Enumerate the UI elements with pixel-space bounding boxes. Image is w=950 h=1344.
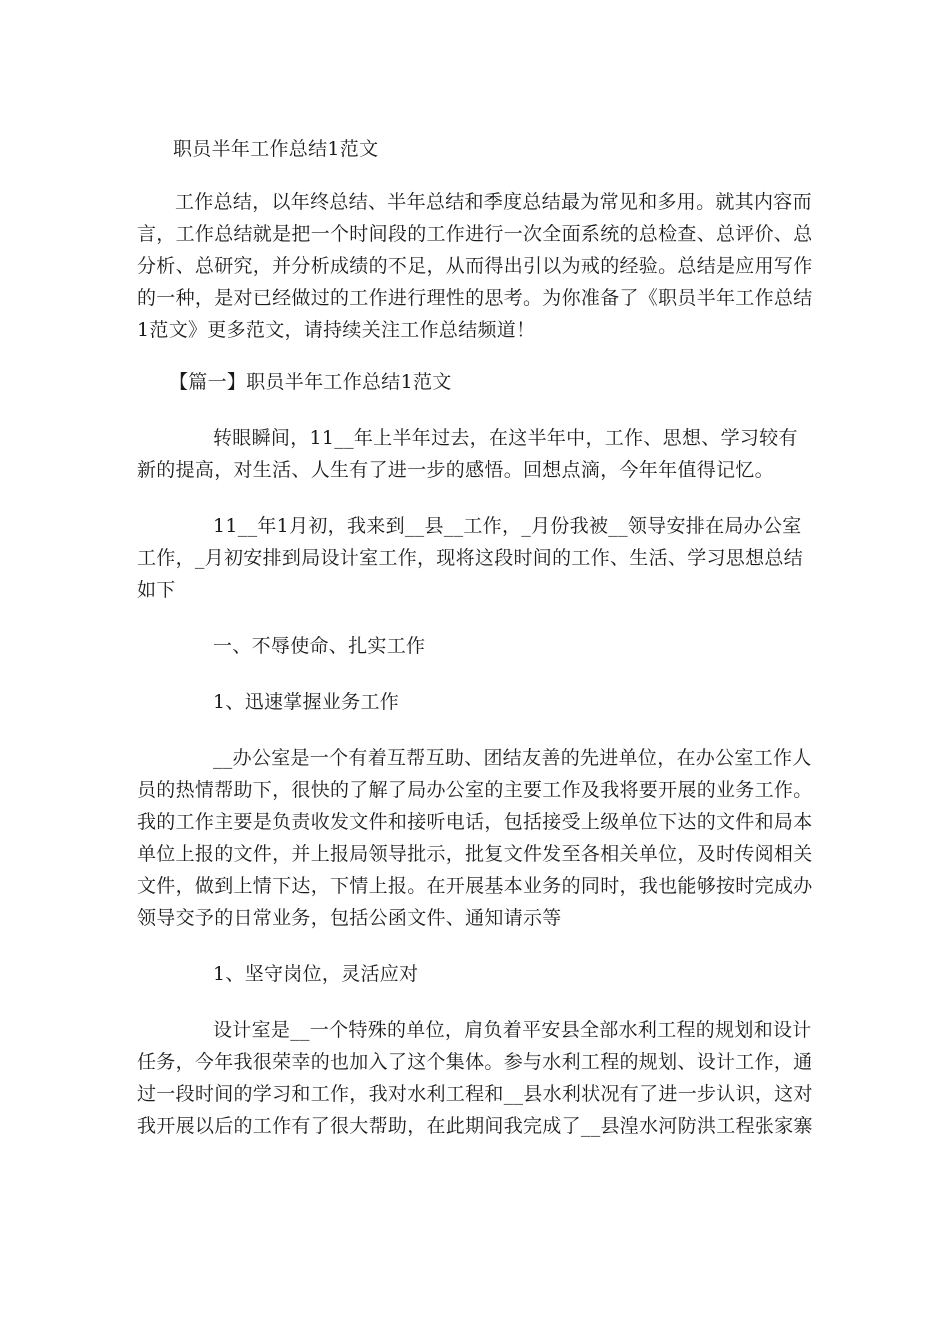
paragraph-opening: 转眼瞬间，11__年上半年过去，在这半年中，工作、思想、学习较有新的提高，对生活、人生有了进一步的感悟。回想点滴，今年年值得记忆。 — [137, 427, 798, 481]
subheading-business: 1、迅速掌握业务工作 — [213, 691, 400, 713]
subheading-post: 1、坚守岗位，灵活应对 — [213, 963, 419, 985]
paragraph-office-work: __办公室是一个有着互帮互助、团结友善的先进单位，在办公室工作人员的热情帮助下，很快的了解了局办公室的主要工作及我将要开展的业务工作。我的工作主要是负责收发文件和接听电话，包括接受上级单位下达的文件和局本单位上报的文件，并上报局领导批示，批复文件发至各相关单位，及时传阅相关文件，做到上情下达，下情上报。在开展基本业务的同时，我也能够按时完成办领导交予的日常业务，包括公函文件、通知请示等 — [137, 747, 813, 929]
heading-part-one: 一、不辱使命、扎实工作 — [213, 635, 426, 657]
intro-paragraph: 工作总结，以年终总结、半年总结和季度总结最为常见和多用。就其内容而言，工作总结就是把一个时间段的工作进行一次全面系统的总检查、总评价、总分析、总研究，并分析成绩的不足，从而得出引以为戒的经验。总结是应用写作的一种，是对已经做过的工作进行理性的思考。为你准备了《职员半年工作总结1范文》更多范文，请持续关注工作总结频道！ — [137, 191, 813, 341]
document-body — [137, 133, 813, 1166]
paragraph-arrival: 11__年1月初，我来到__县__工作，_月份我被__领导安排在局办公室工作，_月初安排到局设计室工作，现将这段时间的工作、生活、学习思想总结如下 — [137, 515, 804, 601]
document-title: 职员半年工作总结1范文 — [173, 138, 379, 160]
section-title: 【篇一】职员半年工作总结1范文 — [169, 371, 452, 393]
paragraph-design-office: 设计室是__一个特殊的单位，肩负着平安县全部水利工程的规划和设计任务，今年我很荣幸的也加入了这个集体。参与水利工程的规划、设计工作，通过一段时间的学习和工作，我对水利工程和__县水利状况有了进一步认识，这对我开展以后的工作有了很大帮助，在此期间我完成了__县湟水河防洪工程张家寨 — [137, 1019, 813, 1137]
